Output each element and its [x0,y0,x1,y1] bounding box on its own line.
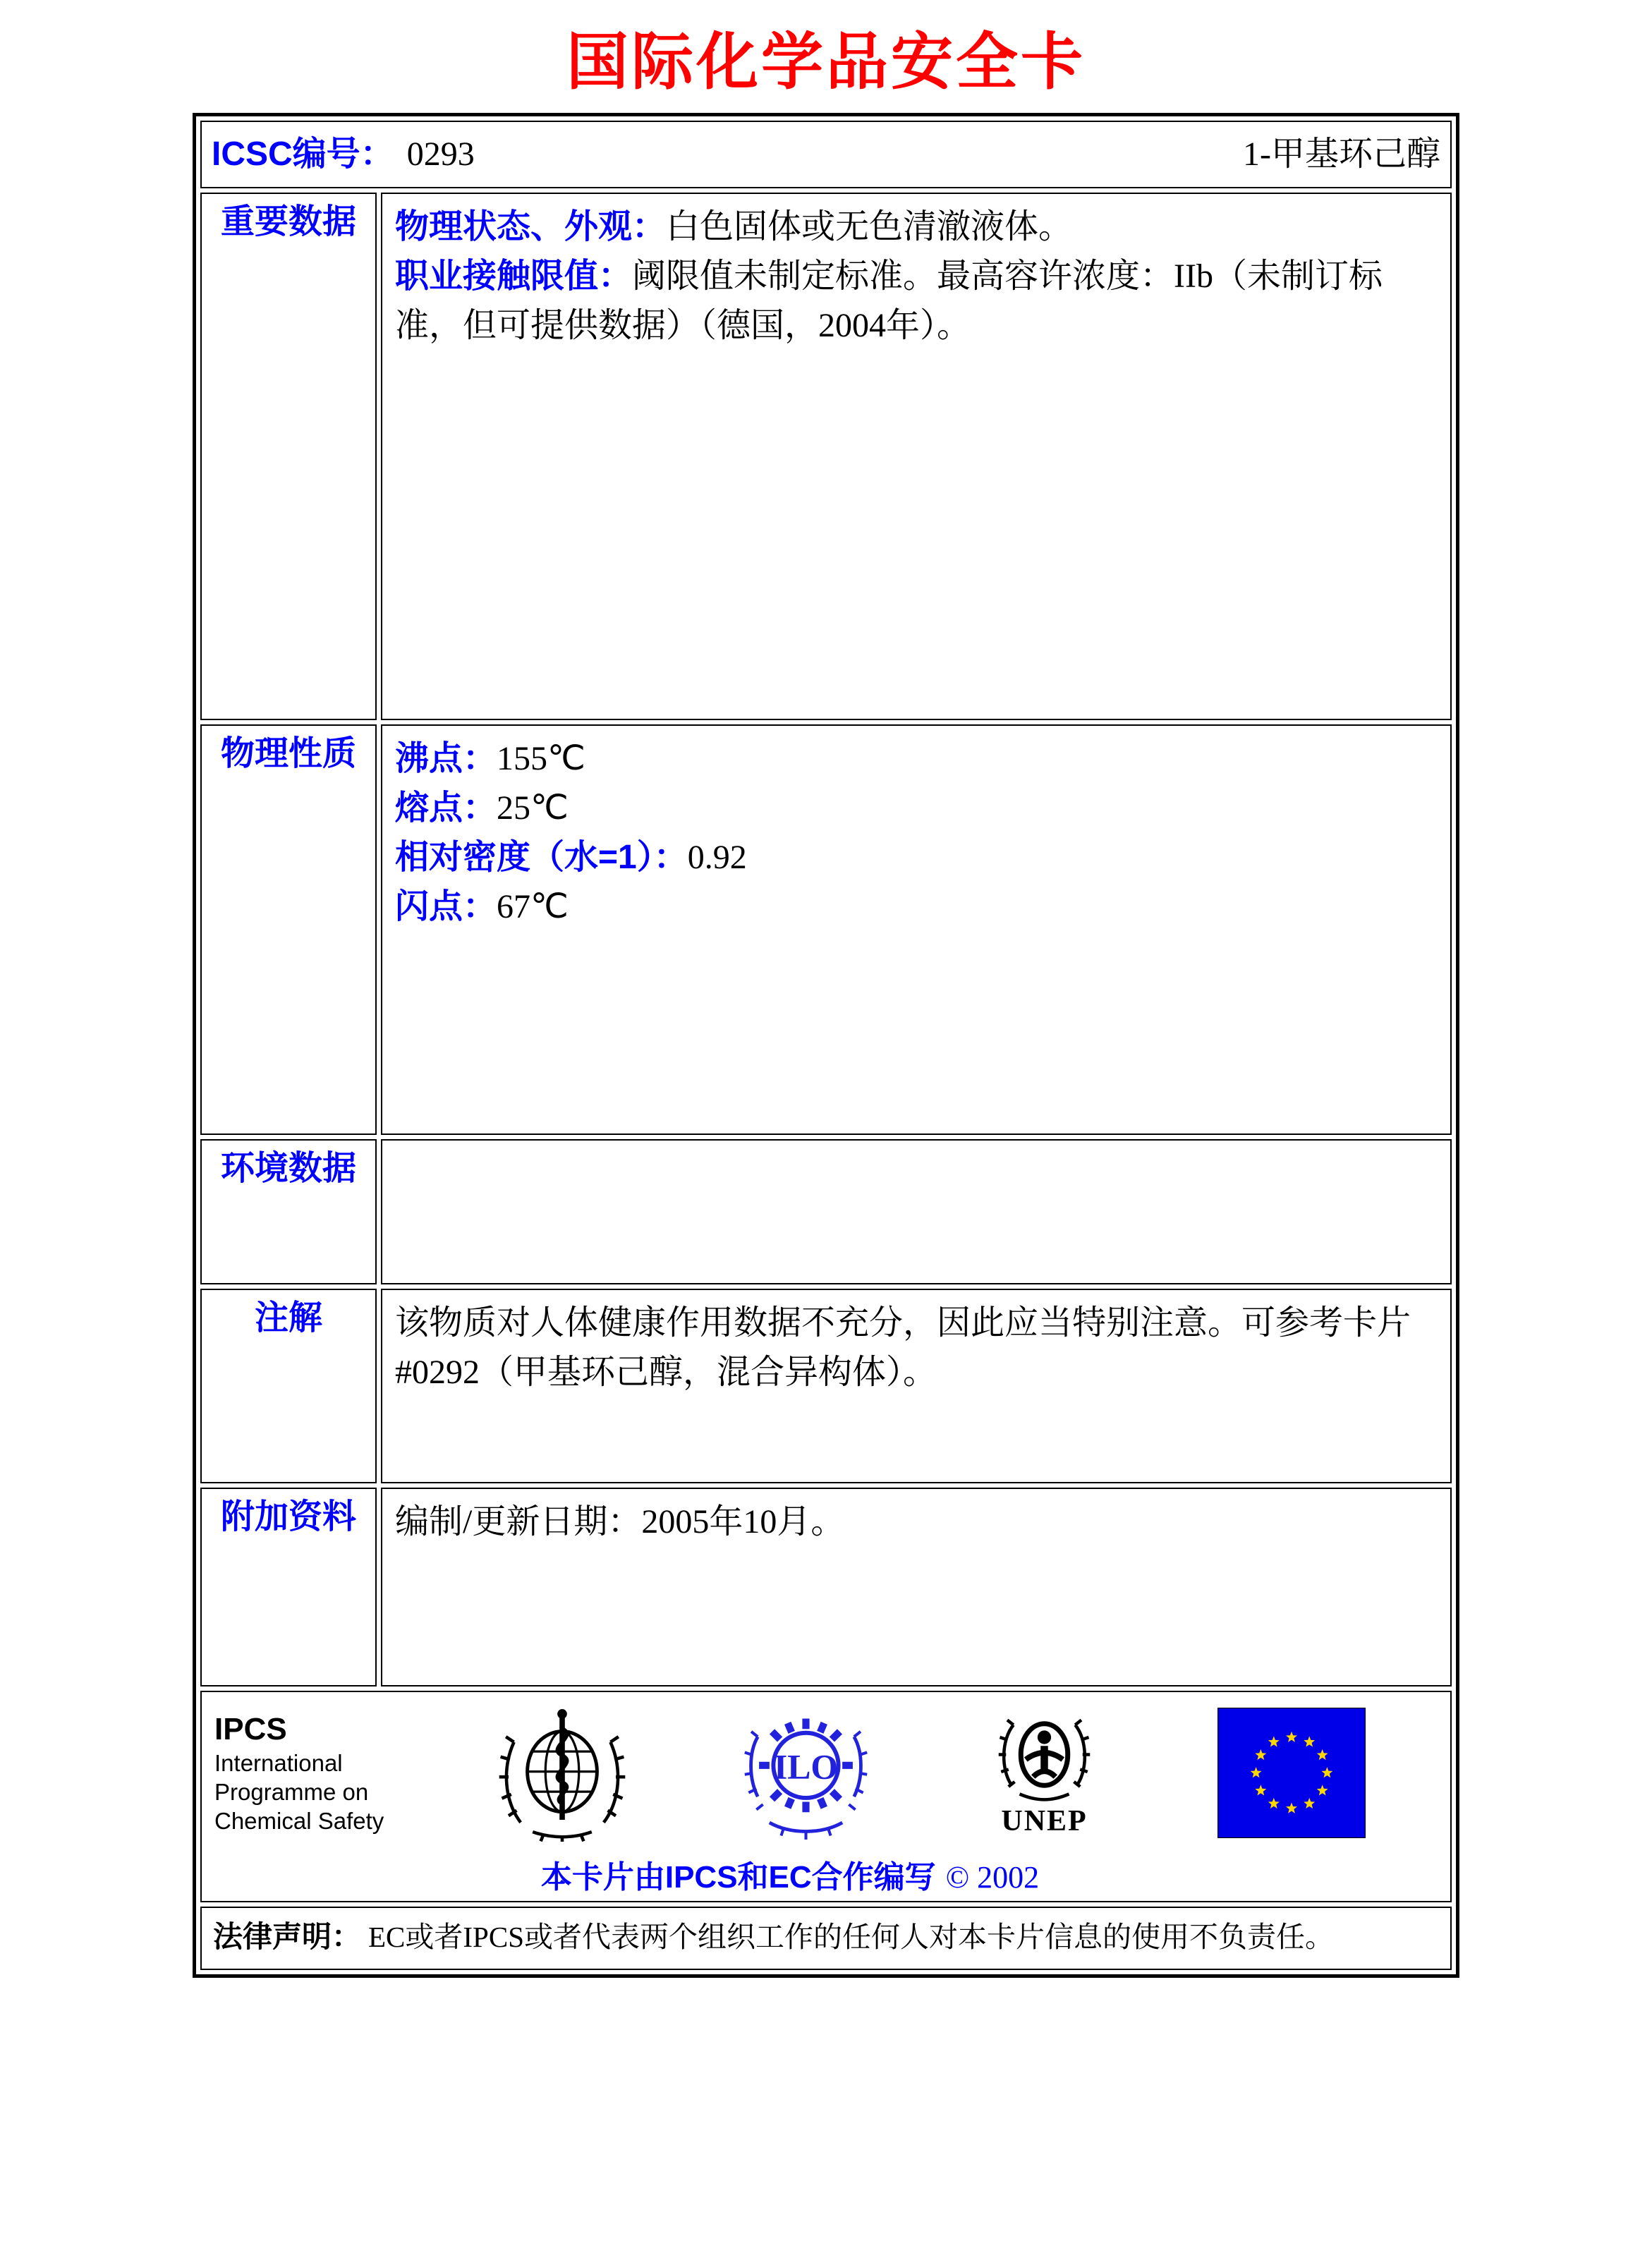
important-data-row [200,193,1452,720]
physical-properties-row [200,724,1452,1135]
important-data-item [395,252,1438,351]
icsc-number-label: ICSC编号： [212,135,394,173]
important-data-content [381,193,1452,720]
field-label: 熔点： [395,789,497,827]
row-label-physical-properties: 物理性质 [200,724,377,1135]
field-label: 相对密度（水=1）： [395,839,688,877]
physical-property-item [395,784,1438,833]
unep-text: UNEP [1001,1804,1088,1837]
physical-property-item [395,833,1438,882]
row-label-environmental-data: 环境数据 [200,1139,377,1284]
important-data-item [395,202,1438,252]
field-value: 155℃ [497,740,585,777]
who-logo-icon [495,1704,629,1842]
notes-content [381,1289,1452,1483]
legal-label: 法律声明： [213,1920,362,1953]
credit-text: 本卡片由IPCS和EC合作编写 [540,1860,936,1895]
credit-line [214,1852,1366,1897]
legal-text: EC或者IPCS或者代表两个组织工作的任何人对本卡片信息的使用不负责任。 [368,1921,1335,1953]
icsc-card-table [193,113,1459,1978]
row-label-additional-info: 附加资料 [200,1488,377,1686]
legal-cell [200,1907,1452,1970]
additional-info-content [381,1488,1452,1686]
ipcs-line: International [214,1749,343,1776]
field-value: 白色固体或无色清澈液体。 [666,208,1073,245]
additional-info-text: 编制/更新日期：2005年10月。 [395,1503,845,1540]
eu-flag-icon [1217,1708,1366,1838]
ipcs-acronym: IPCS [214,1711,287,1746]
environmental-data-row [200,1139,1452,1284]
chemical-name: 1-甲基环己醇 [1243,135,1440,173]
field-label: 职业接触限值： [395,257,633,296]
footer-cell [200,1691,1452,1902]
notes-row [200,1289,1452,1483]
ilo-logo-icon [741,1706,871,1840]
field-value: 阈限值未制定标准。最高容许浓度：IIb（未制订标准，但可提供数据）（德国，2004年）。 [395,257,1383,345]
ipcs-block [214,1710,384,1836]
copyright: © 2002 [945,1860,1040,1895]
field-value: 0.92 [687,839,747,877]
field-value: 67℃ [497,888,569,926]
physical-properties-content [381,724,1452,1135]
unep-block [983,1708,1106,1838]
notes-text: 该物质对人体健康作用数据不充分，因此应当特别注意。可参考卡片#0292（甲基环己醇，混合异构体）。 [395,1304,1411,1392]
row-label-notes: 注解 [200,1289,377,1483]
icsc-document-page [0,13,1652,2267]
row-label-important-data: 重要数据 [200,193,377,720]
header-cell [200,121,1452,188]
page-title: 国际化学品安全卡 [566,27,1086,97]
environmental-data-content [381,1139,1452,1284]
physical-property-item [395,882,1438,932]
field-value: 25℃ [497,789,569,827]
logos-row [214,1702,1366,1843]
icsc-number-value: 0293 [406,135,475,173]
field-label: 物理状态、外观： [395,208,667,245]
ipcs-line: Chemical Safety [214,1808,384,1835]
ipcs-line: Programme on [214,1778,369,1805]
header-row [200,121,1452,188]
unep-logo-icon [983,1708,1106,1806]
footer-row [200,1691,1452,1902]
additional-info-row [200,1488,1452,1686]
field-label: 闪点： [395,888,497,926]
legal-row [200,1907,1452,1970]
physical-property-item [395,734,1438,784]
field-label: 沸点： [395,740,497,777]
ilo-text: ILO [773,1747,839,1787]
